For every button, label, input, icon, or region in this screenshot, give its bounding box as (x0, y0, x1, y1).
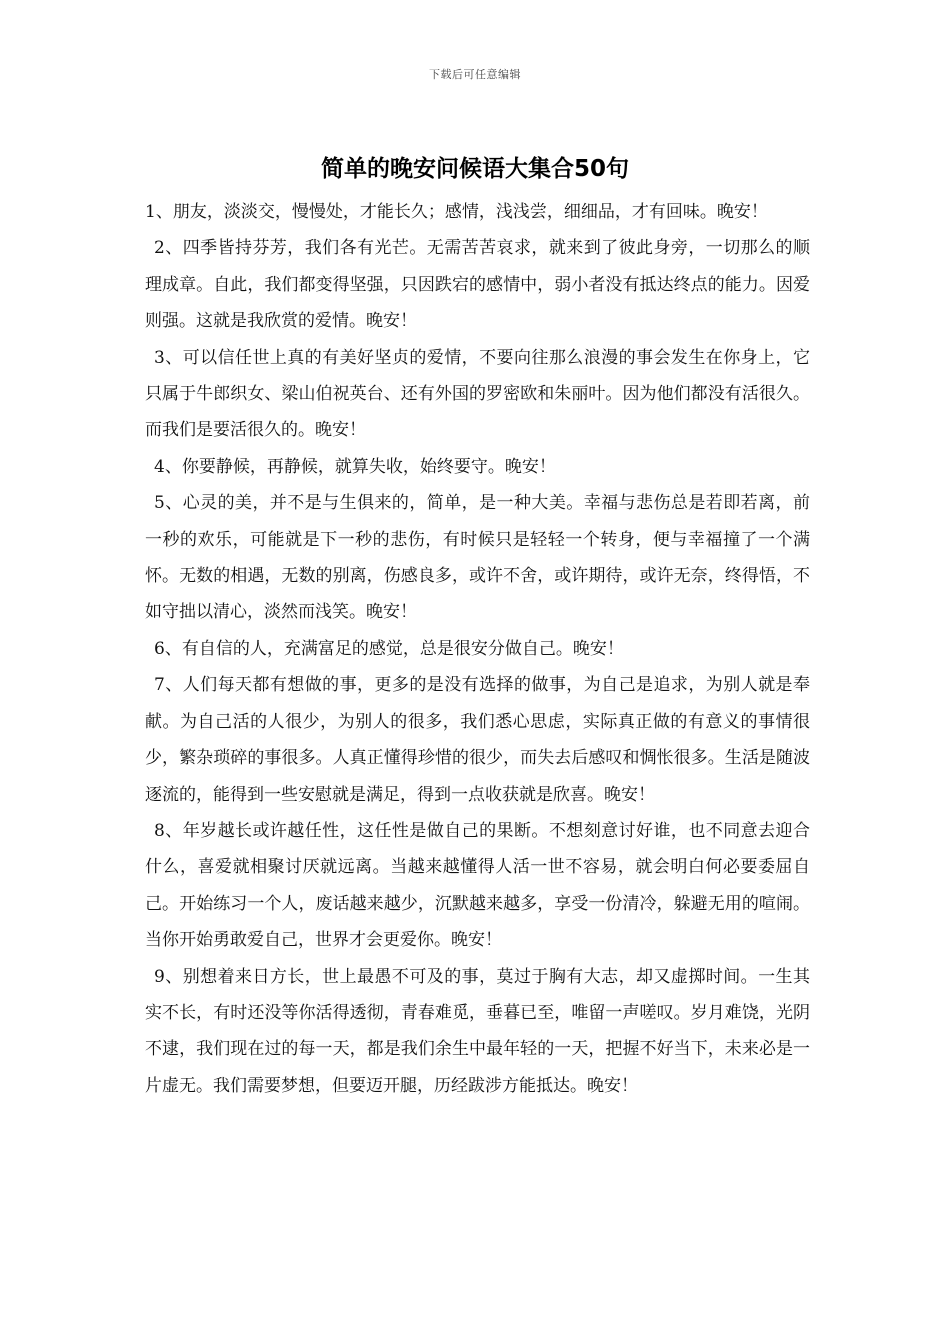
header-note: 下载后可任意编辑 (429, 68, 521, 81)
document-body (145, 194, 810, 1104)
paragraph-2: 2、四季皆持芬芳，我们各有光芒。无需苦苦哀求，就来到了彼此身旁，一切那么的顺理成章。自此，我们都变得坚强，只因跌宕的感情中，弱小者没有抵达终点的能力。因爱则强。这就是我欣赏的爱情。晚安！ (145, 238, 810, 332)
document-title: 简单的晚安问候语大集合50句 (320, 156, 629, 182)
paragraph-4: 4、你要静候，再静候，就算失收，始终要守。晚安！ (154, 456, 556, 477)
paragraph-7: 7、人们每天都有想做的事，更多的是没有选择的做事，为自己是追求，为别人就是奉献。为自己活的人很少，为别人的很多，我们悉心思虑，实际真正做的有意义的事情很少，繁杂琐碎的事很多。人真正懂得珍惜的很少，而失去后感叹和惆怅很多。生活是随波逐流的，能得到一些安慰就是满足，得到一点收获就是欣喜。晚安！ (145, 675, 810, 805)
paragraph-6: 6、有自信的人，充满富足的感觉，总是很安分做自己。晚安！ (154, 638, 624, 659)
paragraph-8: 8、年岁越长或许越任性，这任性是做自己的果断。不想刻意讨好谁，也不同意去迎合什么，喜爱就相聚讨厌就远离。当越来越懂得人活一世不容易，就会明白何必要委屈自己。开始练习一个人，废话越来越少，沉默越来越多，享受一份清冷，躲避无用的喧闹。当你开始勇敢爱自己，世界才会更爱你。晚安！ (145, 820, 810, 951)
paragraph-3: 3、可以信任世上真的有美好坚贞的爱情，不要向往那么浪漫的事会发生在你身上，它只属于牛郎织女、梁山伯祝英台、还有外国的罗密欧和朱丽叶。因为他们都没有活很久。而我们是要活很久的。晚安！ (145, 347, 810, 441)
paragraph-1: 1、朋友，淡淡交，慢慢处，才能长久；感情，浅浅尝，细细品，才有回味。晚安！ (145, 202, 768, 222)
paragraph-9: 9、别想着来日方长，世上最愚不可及的事，莫过于胸有大志，却又虚掷时间。一生其实不长，有时还没等你活得透彻，青春难觅，垂暮已至，唯留一声嗟叹。岁月难饶，光阴不逮，我们现在过的每一天，都是我们余生中最年轻的一天，把握不好当下，未来必是一片虚无。我们需要梦想，但要迈开腿，历经跋涉方能抵达。晚安！ (145, 966, 810, 1096)
paragraph-5: 5、心灵的美，并不是与生俱来的，简单，是一种大美。幸福与悲伤总是若即若离，前一秒的欢乐，可能就是下一秒的悲伤，有时候只是轻轻一个转身，便与幸福撞了一个满怀。无数的相遇，无数的别离，伤感良多，或许不舍，或许期待，或许无奈，终得悟，不如守拙以清心，淡然而浅笑。晚安！ (145, 493, 810, 623)
